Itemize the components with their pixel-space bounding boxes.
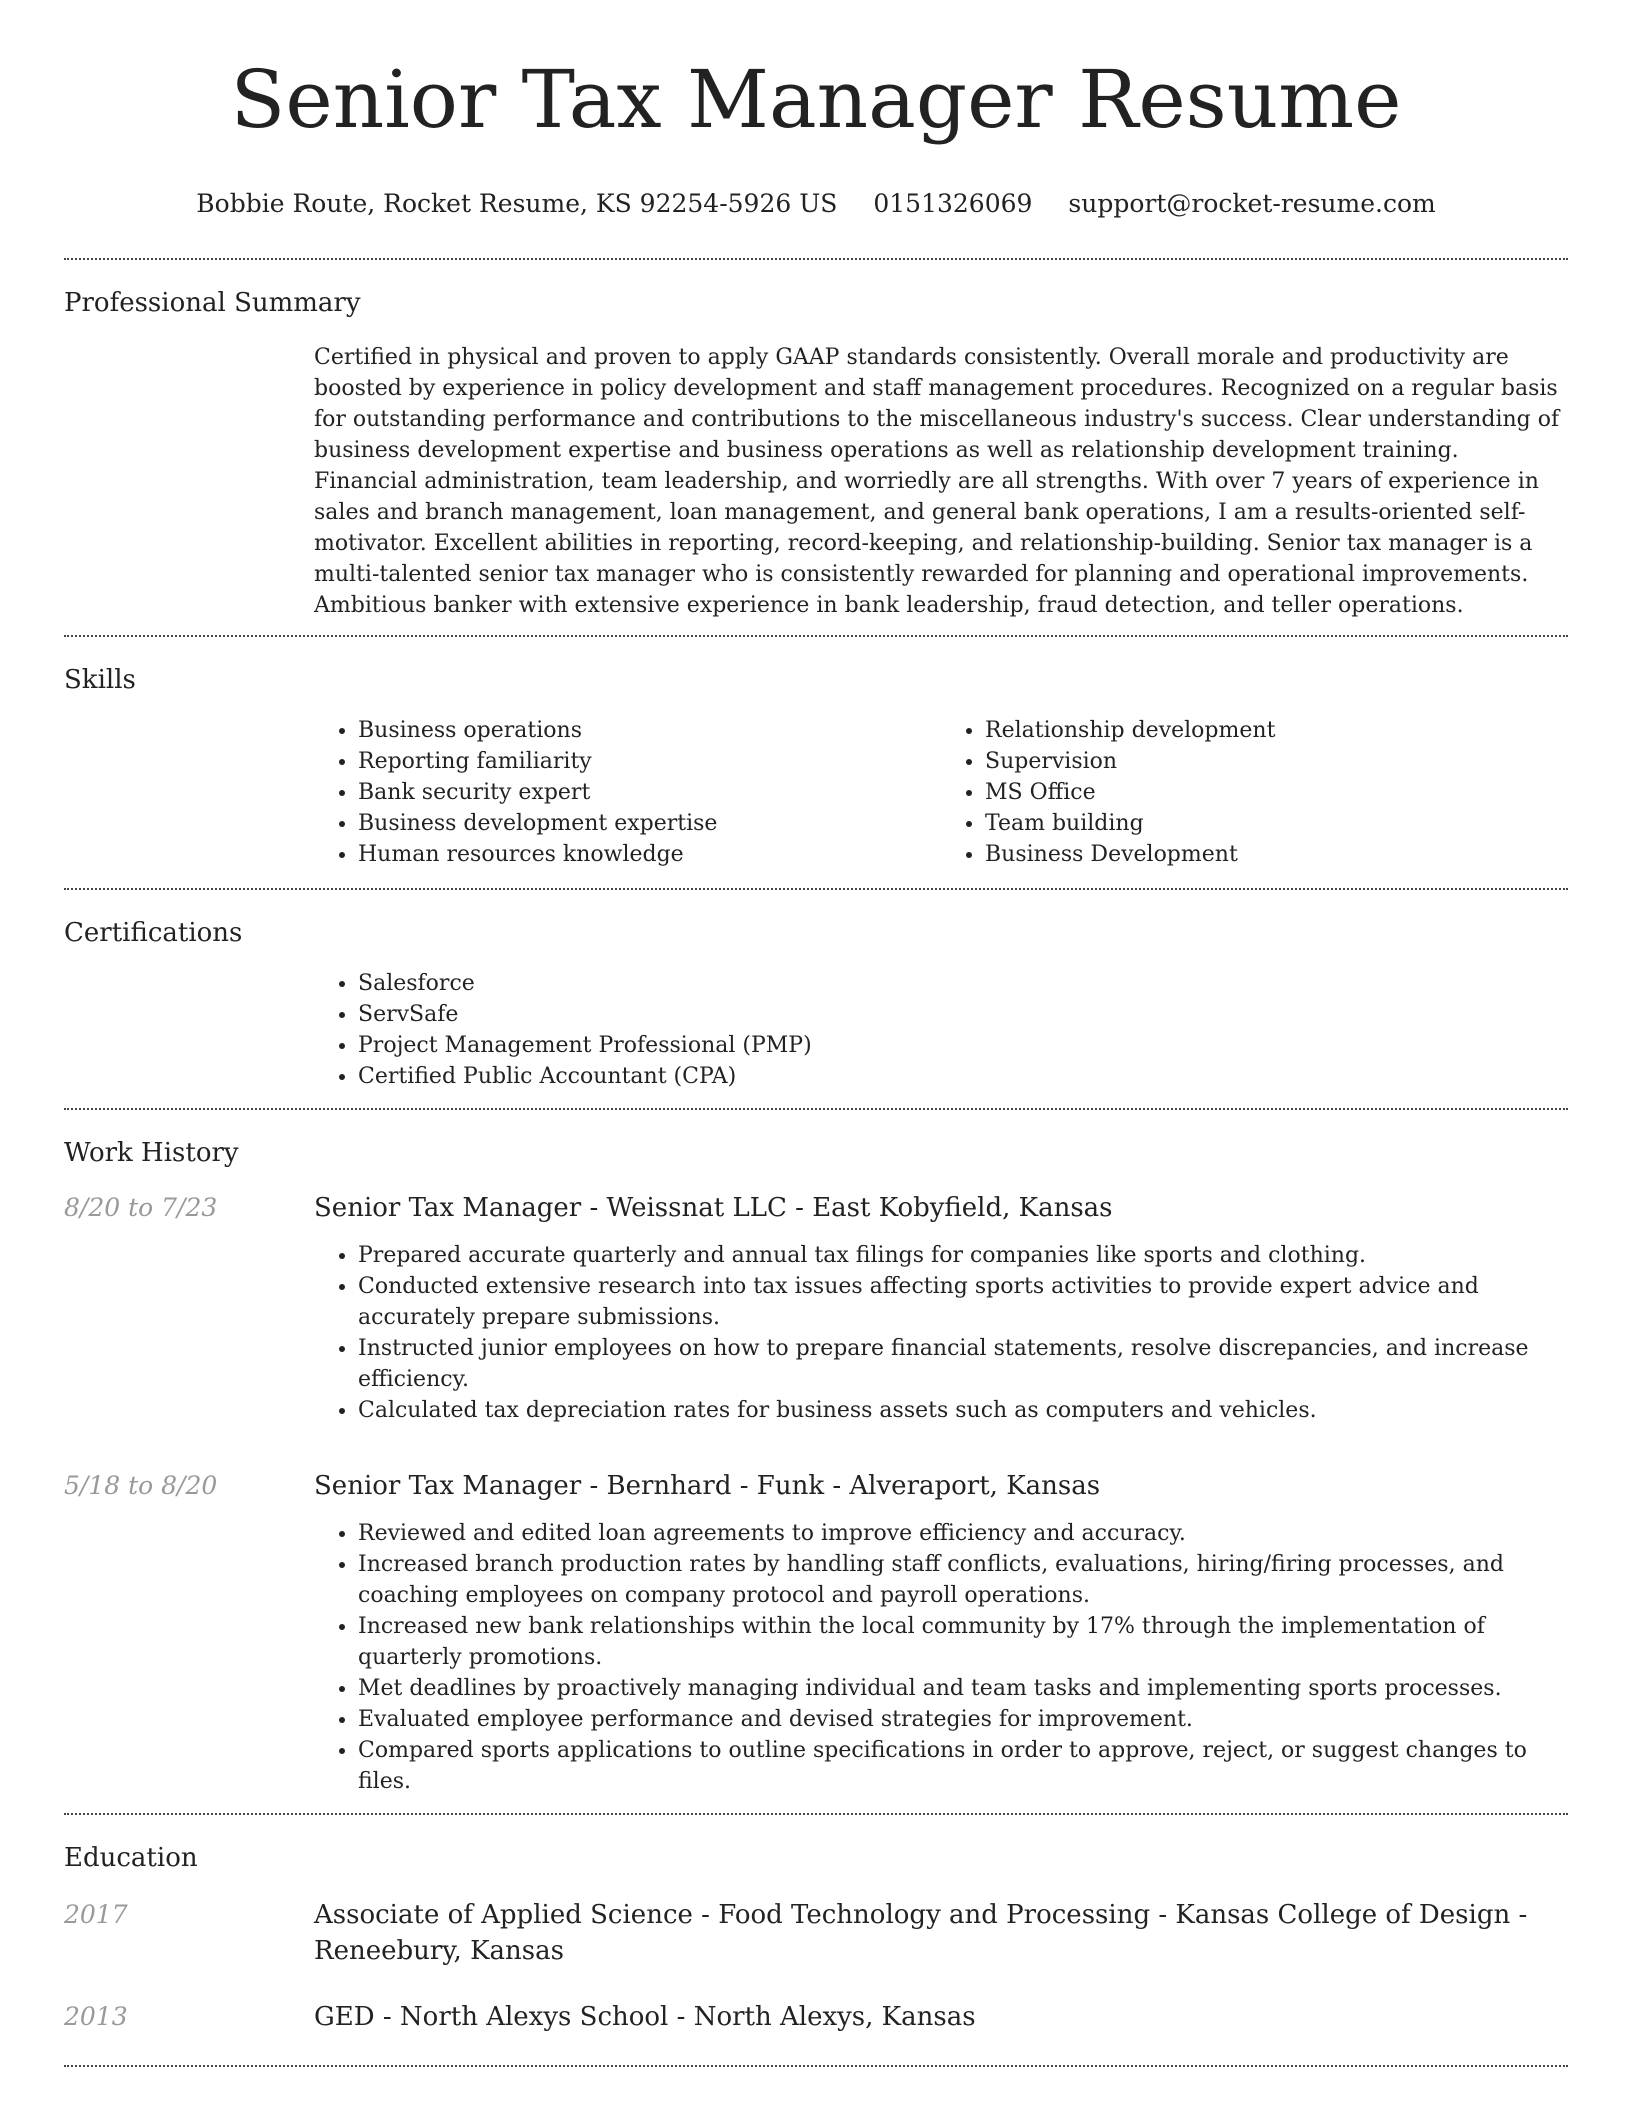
education-heading: Education xyxy=(64,1843,198,1873)
job-bullet: • Increased branch production rates by handling staff conflicts, evaluations, hiring/firing processes, and coaching employees on company protocol and payroll operations. xyxy=(358,1549,1568,1611)
job-bullet: • Met deadlines by proactively managing individual and team tasks and implementing sports processes. xyxy=(358,1673,1568,1704)
skill-item: • Reporting familiarity xyxy=(358,746,941,777)
certifications-body xyxy=(314,950,1568,1108)
education-entry xyxy=(64,1969,1568,2065)
job-bullets xyxy=(314,1504,1568,1813)
skill-item: • Business Development xyxy=(985,839,1568,870)
job-bullet: • Compared sports applications to outline specifications in order to approve, reject, or suggest changes to files. xyxy=(358,1735,1568,1797)
job-bullet: • Prepared accurate quarterly and annual tax filings for companies like sports and clothing. xyxy=(358,1240,1568,1271)
summary-text: Certified in physical and proven to apply GAAP standards consistently. Overall morale and productivity are boosted by experience in policy development and staff management procedures. Recognized on a regular basis for outstanding performance and contributions to the miscellaneous industry's success. Clear understanding of business development expertise and business operations as well as relationship development training. Financial administration, team leadership, and worriedly are all strengths. With over 7 years of experience in sales and branch management, loan management, and general bank operations, I am a results-oriented self-motivator. Excellent abilities in reporting, record-keeping, and relationship-building. Senior tax manager is a multi-talented senior tax manager who is consistently rewarded for planning and operational improvements. Ambitious banker with extensive experience in bank leadership, fraud detection, and teller operations. xyxy=(314,345,1560,618)
education-year: 2013 xyxy=(64,2002,128,2031)
contact-line xyxy=(64,188,1568,220)
skill-item: • Bank security expert xyxy=(358,777,941,808)
contact-phone: 0151326069 xyxy=(873,189,1033,218)
certifications-list xyxy=(314,968,1568,1092)
summary-section xyxy=(64,260,1568,635)
skill-item: • Human resources knowledge xyxy=(358,839,941,870)
job-bullets xyxy=(314,1226,1568,1426)
job-header xyxy=(64,1190,1568,1226)
job-bullet: • Conducted extensive research into tax issues affecting sports activities to provide expert advice and accurately prepare submissions. xyxy=(358,1271,1568,1333)
contact-address: Bobbie Route, Rocket Resume, KS 92254-5926 US xyxy=(196,189,838,218)
skills-list-left xyxy=(314,715,941,870)
resume-title: Senior Tax Manager Resume xyxy=(230,53,1402,146)
job-bullet: • Increased new bank relationships within the local community by 17% through the implementation of quarterly promotions. xyxy=(358,1611,1568,1673)
skill-item: • Business development expertise xyxy=(358,808,941,839)
skill-item: • MS Office xyxy=(985,777,1568,808)
summary-heading: Professional Summary xyxy=(64,288,361,318)
section-divider xyxy=(64,2065,1568,2067)
skills-columns xyxy=(314,697,1568,888)
work-history-section xyxy=(64,1110,1568,1813)
certification-item: • Salesforce xyxy=(358,968,1568,999)
job-bullet-list xyxy=(314,1240,1568,1426)
work-history-heading: Work History xyxy=(64,1138,239,1168)
contact-email: support@rocket-resume.com xyxy=(1068,189,1436,218)
job-bullet: • Evaluated employee performance and devised strategies for improvement. xyxy=(358,1704,1568,1735)
education-detail: Associate of Applied Science - Food Technology and Processing - Kansas College of Design - Reneebury, Kansas xyxy=(314,1900,1528,1966)
job-header xyxy=(64,1468,1568,1504)
job-entry xyxy=(64,1426,1568,1813)
job-bullet: • Calculated tax depreciation rates for business assets such as computers and vehicles. xyxy=(358,1395,1568,1426)
skills-list-right xyxy=(941,715,1568,870)
skill-item: • Relationship development xyxy=(985,715,1568,746)
skill-item: • Team building xyxy=(985,808,1568,839)
job-bullet-list xyxy=(314,1518,1568,1797)
certification-item: • Certified Public Accountant (CPA) xyxy=(358,1061,1568,1092)
education-section xyxy=(64,1815,1568,2065)
skills-section xyxy=(64,637,1568,888)
certification-item: • ServSafe xyxy=(358,999,1568,1030)
education-entry xyxy=(64,1875,1568,1969)
certification-item: • Project Management Professional (PMP) xyxy=(358,1030,1568,1061)
education-year: 2017 xyxy=(64,1900,128,1929)
certifications-heading: Certifications xyxy=(64,918,243,948)
job-title: Senior Tax Manager - Bernhard - Funk - Alveraport, Kansas xyxy=(314,1471,1101,1501)
job-bullet: • Reviewed and edited loan agreements to improve efficiency and accuracy. xyxy=(358,1518,1568,1549)
skill-item: • Business operations xyxy=(358,715,941,746)
skill-item: • Supervision xyxy=(985,746,1568,777)
certifications-section xyxy=(64,890,1568,1108)
job-title: Senior Tax Manager - Weissnat LLC - East Kobyfield, Kansas xyxy=(314,1193,1113,1223)
job-dates: 5/18 to 8/20 xyxy=(64,1471,218,1500)
job-bullet: • Instructed junior employees on how to prepare financial statements, resolve discrepancies, and increase efficiency. xyxy=(358,1333,1568,1395)
education-detail: GED - North Alexys School - North Alexys, Kansas xyxy=(314,2002,976,2032)
skills-heading: Skills xyxy=(64,665,136,695)
job-entry xyxy=(64,1170,1568,1426)
job-dates: 8/20 to 7/23 xyxy=(64,1193,218,1222)
